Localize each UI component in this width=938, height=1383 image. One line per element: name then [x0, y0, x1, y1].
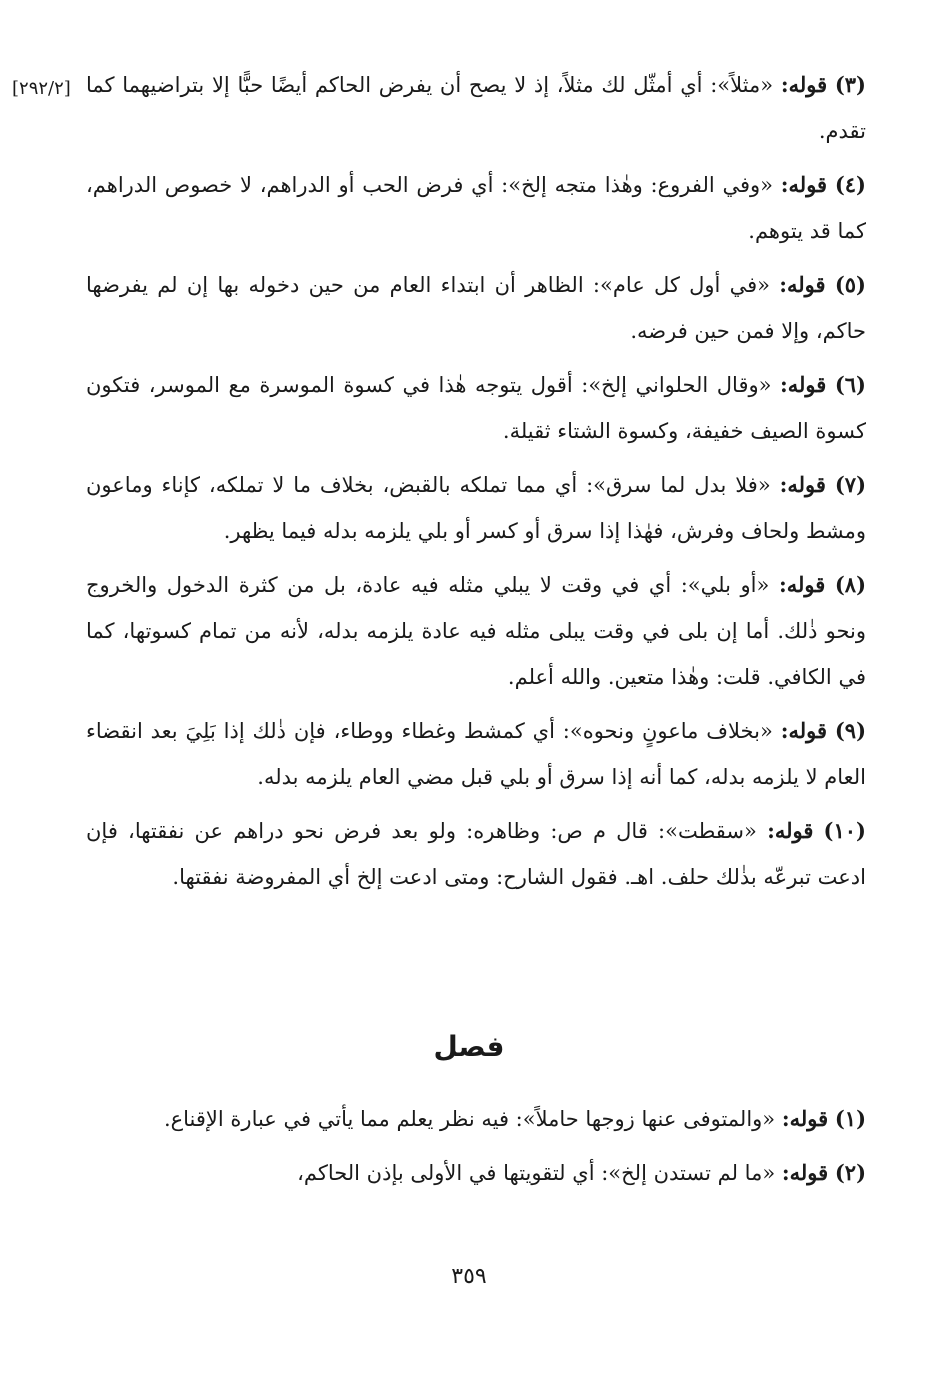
note-label: قوله: [780, 172, 828, 197]
note-item [86, 162, 866, 254]
note-number: (٢) [834, 1160, 866, 1185]
note-item [86, 262, 866, 354]
notes-bottom [86, 1096, 866, 1204]
note-text: «مثلاً»: أي أمثّل لك مثلاً، إذ لا يصح أن يفرض الحاكم أيضًا حبًّا إلا بتراضيهما كما تقدم. [86, 73, 866, 143]
note-text: «وفي الفروع: وهٰذا متجه إلخ»: أي فرض الحب أو الدراهم، لا خصوص الدراهم، كما قد يتوهم. [86, 173, 866, 243]
margin-reference: [٢٩٢/٢] [12, 78, 71, 99]
note-number: (٣) [834, 72, 866, 97]
note-number: (٥) [834, 272, 866, 297]
note-text: «فلا بدل لما سرق»: أي مما تملكه بالقبض، بخلاف ما لا تملكه، كإناء وماعون ومشط ولحاف وفرش، فهٰذا إذا سرق أو كسر أو بلي يلزمه بدله فيما يظهر. [86, 473, 866, 543]
note-number: (٩) [834, 718, 867, 743]
note-text: «بخلاف ماعونٍ ونحوه»: أي كمشط وغطاء ووطاء، فإن ذٰلك إذا بَلِيَ بعد انقضاء العام لا يلزمه بدله، كما أنه إذا سرق أو بلي قبل مضي العام يلزمه بدله. [86, 719, 866, 789]
note-text: «وقال الحلواني إلخ»: أقول يتوجه هٰذا في كسوة الموسرة مع الموسر، فتكون كسوة الصيف خفيفة، وكسوة الشتاء ثقيلة. [86, 373, 866, 443]
note-label: قوله: [778, 572, 826, 597]
note-number: (٤) [834, 172, 866, 197]
note-number: (١٠) [823, 818, 866, 843]
note-item [86, 62, 866, 154]
note-label: قوله: [779, 472, 826, 497]
note-label: قوله: [780, 72, 828, 97]
note-label: قوله: [779, 272, 826, 297]
note-item [86, 708, 866, 800]
note-number: (٦) [834, 372, 866, 397]
note-text: «والمتوفى عنها زوجها حاملاً»: فيه نظر يعلم مما يأتي في عبارة الإقناع. [163, 1107, 776, 1131]
note-label: قوله: [781, 1106, 829, 1131]
note-number: (١) [834, 1106, 866, 1131]
note-label: قوله: [767, 818, 814, 843]
note-item [86, 1150, 866, 1196]
note-label: قوله: [780, 718, 827, 743]
note-item [86, 1096, 866, 1142]
note-number: (٧) [834, 472, 866, 497]
note-label: قوله: [781, 1160, 829, 1185]
page-number: ٣٥٩ [451, 1264, 487, 1289]
note-label: قوله: [780, 372, 827, 397]
note-item [86, 562, 866, 700]
note-text: «سقطت»: قال م ص: وظاهره: ولو بعد فرض نحو دراهم عن نفقتها، فإن ادعت تبرعّه بذٰلك حلف. اهـ. فقول الشارح: ومتى ادعت إلخ أي المفروضة نفقتها. [86, 819, 866, 889]
note-item [86, 808, 866, 900]
note-text: «أو بلي»: أي في وقت لا يبلي مثله فيه عادة، بل من كثرة الدخول والخروج ونحو ذٰلك. أما إن بلى في وقت يبلى مثله فيه عادة يلزمه بدله، لأنه من تمام كسوتها، كما في الكافي. قلت: وهٰذا متعين. والله أعلم. [86, 573, 866, 689]
section-heading: فصل [433, 1030, 505, 1063]
notes-top [86, 62, 866, 908]
note-text: «ما لم تستدن إلخ»: أي لتقويتها في الأولى بإذن الحاكم، [297, 1161, 776, 1185]
note-text: «في أول كل عام»: الظاهر أن ابتداء العام من حين دخوله بها إن لم يفرضها حاكم، وإلا فمن حين فرضه. [86, 273, 866, 343]
note-item [86, 462, 866, 554]
note-item [86, 362, 866, 454]
note-number: (٨) [834, 572, 866, 597]
